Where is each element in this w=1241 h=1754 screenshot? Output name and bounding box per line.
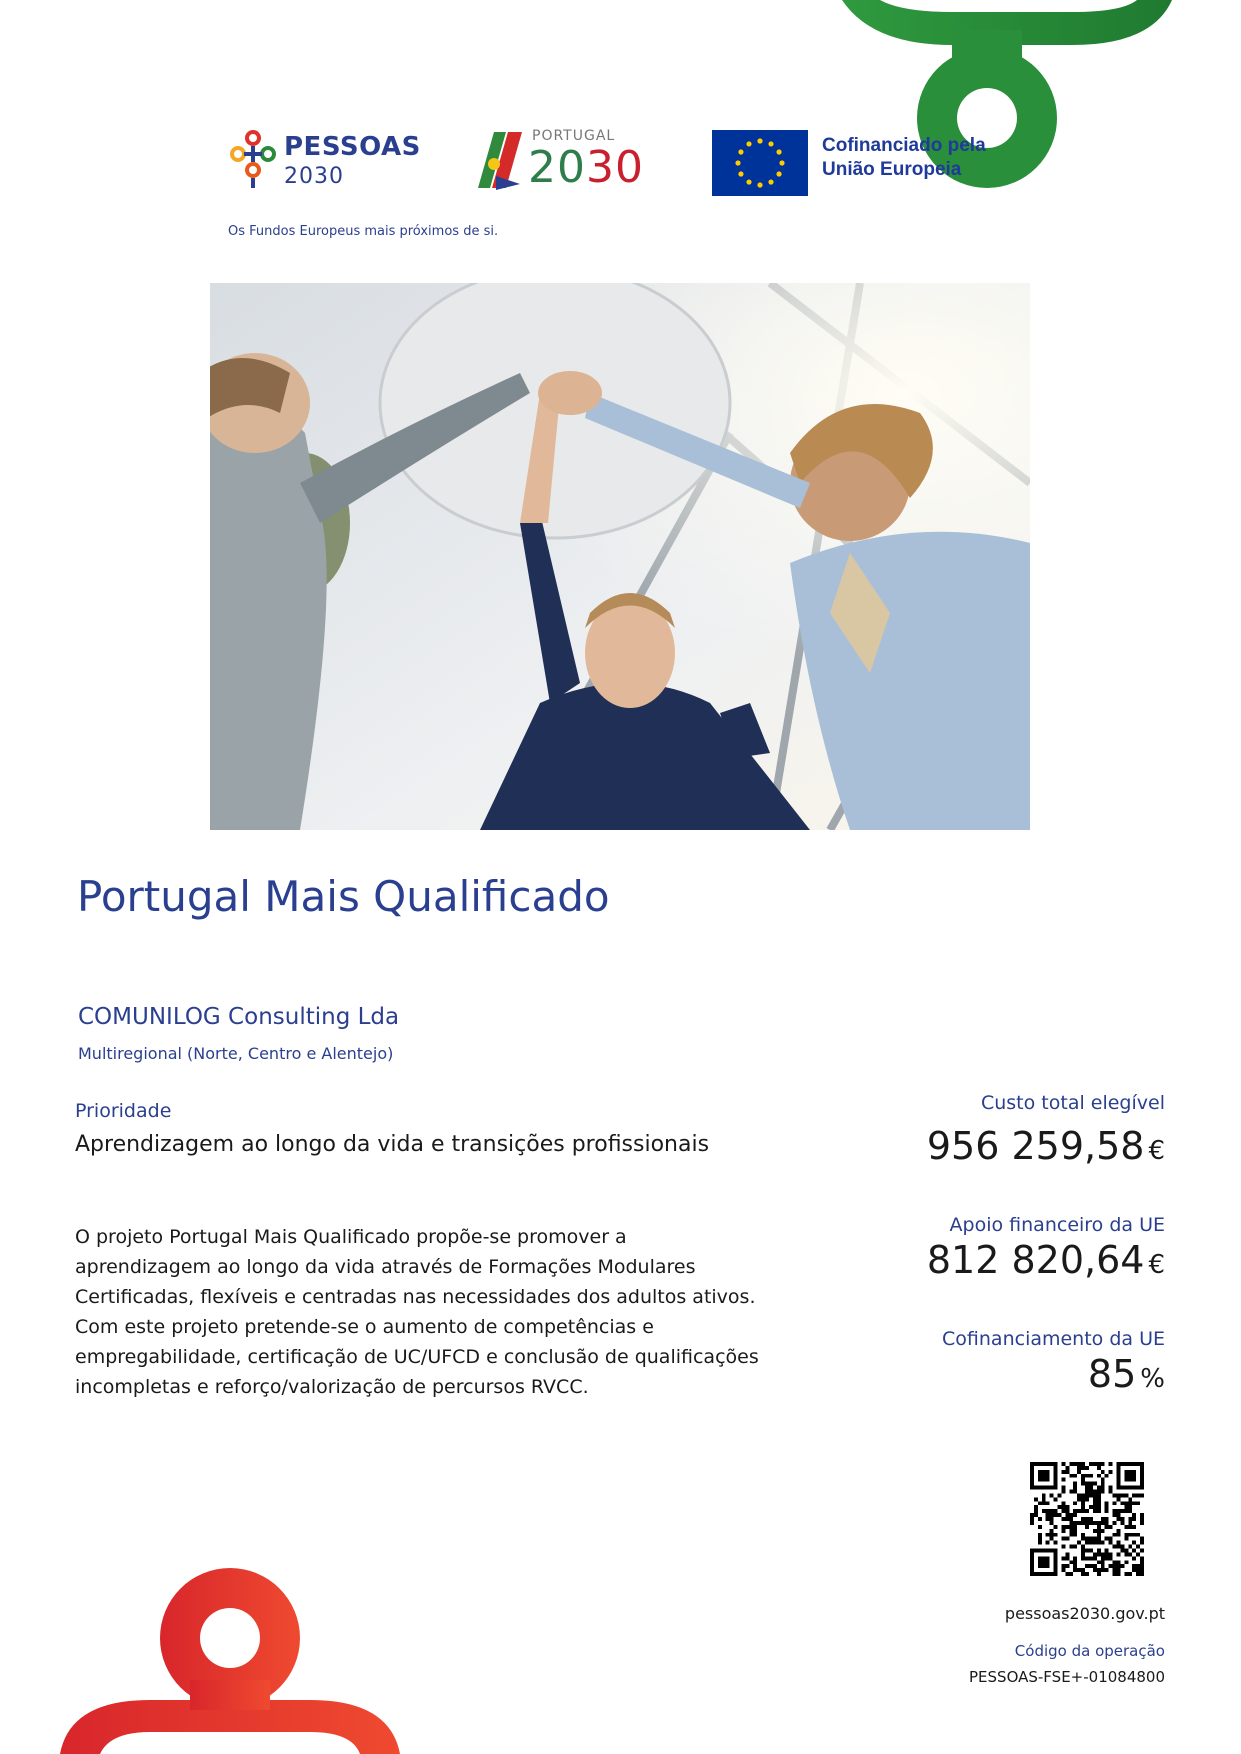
eu-star bbox=[746, 141, 751, 146]
eu-star bbox=[746, 179, 751, 184]
pessoas-people-icon bbox=[228, 128, 278, 194]
description-line: O projeto Portugal Mais Qualificado propõe-se promover a bbox=[75, 1226, 627, 1248]
eu-star bbox=[735, 160, 740, 165]
portugal-wordmark: PORTUGAL bbox=[532, 128, 616, 144]
project-description bbox=[75, 1222, 835, 1402]
project-region: Multiregional (Norte, Centro e Alentejo) bbox=[78, 1044, 394, 1063]
description-line: empregabilidade, certificação de UC/UFCD e conclusão de qualificações bbox=[75, 1346, 759, 1368]
pessoas-2030-logo bbox=[228, 128, 428, 198]
portugal-flag-emblem-icon bbox=[476, 128, 526, 194]
total-cost-amount: 956 259,58 bbox=[926, 1124, 1145, 1168]
hero-photo-team-high-five bbox=[210, 283, 1030, 830]
eu-star bbox=[738, 171, 743, 176]
description-line: Com este projeto pretende-se o aumento de competências e bbox=[75, 1316, 654, 1338]
website-link[interactable]: pessoas2030.gov.pt bbox=[1004, 1604, 1165, 1623]
organization-name: COMUNILOG Consulting Lda bbox=[78, 1004, 400, 1030]
description-line: Certificadas, flexíveis e centradas nas necessidades dos adultos ativos. bbox=[75, 1286, 756, 1308]
eu-star bbox=[757, 182, 762, 187]
cofinancing-label: Cofinanciamento da UE bbox=[942, 1328, 1165, 1350]
eu-text-line-1: Cofinanciado pela bbox=[822, 135, 986, 156]
funds-tagline: Os Fundos Europeus mais próximos de si. bbox=[228, 224, 499, 239]
operation-code-label: Código da operação bbox=[1014, 1642, 1165, 1660]
description-line: aprendizagem ao longo da vida através de Formações Modulares bbox=[75, 1256, 696, 1278]
eu-star bbox=[776, 171, 781, 176]
eu-star bbox=[768, 179, 773, 184]
eu-flag-icon bbox=[712, 130, 808, 196]
eu-text-line-2: União Europeia bbox=[822, 159, 962, 180]
decorative-red-shape bbox=[40, 1560, 420, 1754]
total-cost-label: Custo total elegível bbox=[980, 1092, 1165, 1114]
qr-code[interactable] bbox=[1030, 1462, 1144, 1576]
eu-star bbox=[776, 149, 781, 154]
cofinancing-block bbox=[942, 1328, 1165, 1396]
percent-unit: % bbox=[1140, 1364, 1165, 1394]
eu-support-block bbox=[927, 1214, 1165, 1282]
eu-cofinancing-text bbox=[822, 134, 1022, 182]
eu-star bbox=[768, 141, 773, 146]
project-title: Portugal Mais Qualificado bbox=[77, 872, 610, 921]
eu-star bbox=[757, 138, 762, 143]
pessoas-year: 2030 bbox=[284, 164, 344, 189]
cofinancing-value bbox=[942, 1352, 1165, 1396]
operation-code-value: PESSOAS-FSE+-01084800 bbox=[969, 1668, 1165, 1686]
description-line: incompletas e reforço/valorização de percursos RVCC. bbox=[75, 1376, 589, 1398]
eu-support-value bbox=[927, 1238, 1165, 1282]
total-cost-value bbox=[927, 1124, 1165, 1168]
eu-star bbox=[779, 160, 784, 165]
pessoas-wordmark: PESSOAS bbox=[284, 132, 421, 162]
eu-support-amount: 812 820,64 bbox=[926, 1238, 1145, 1282]
cofinancing-rate: 85 bbox=[1087, 1352, 1137, 1396]
portugal-year: 2030 bbox=[528, 142, 644, 193]
currency-unit: € bbox=[1148, 1136, 1165, 1166]
priority-label: Prioridade bbox=[75, 1100, 172, 1122]
portugal-2030-logo bbox=[476, 128, 656, 198]
eu-star bbox=[738, 149, 743, 154]
eu-support-label: Apoio financeiro da UE bbox=[949, 1214, 1165, 1236]
total-cost-block bbox=[927, 1092, 1165, 1168]
priority-value: Aprendizagem ao longo da vida e transições profissionais bbox=[75, 1132, 710, 1157]
currency-unit: € bbox=[1148, 1250, 1165, 1280]
